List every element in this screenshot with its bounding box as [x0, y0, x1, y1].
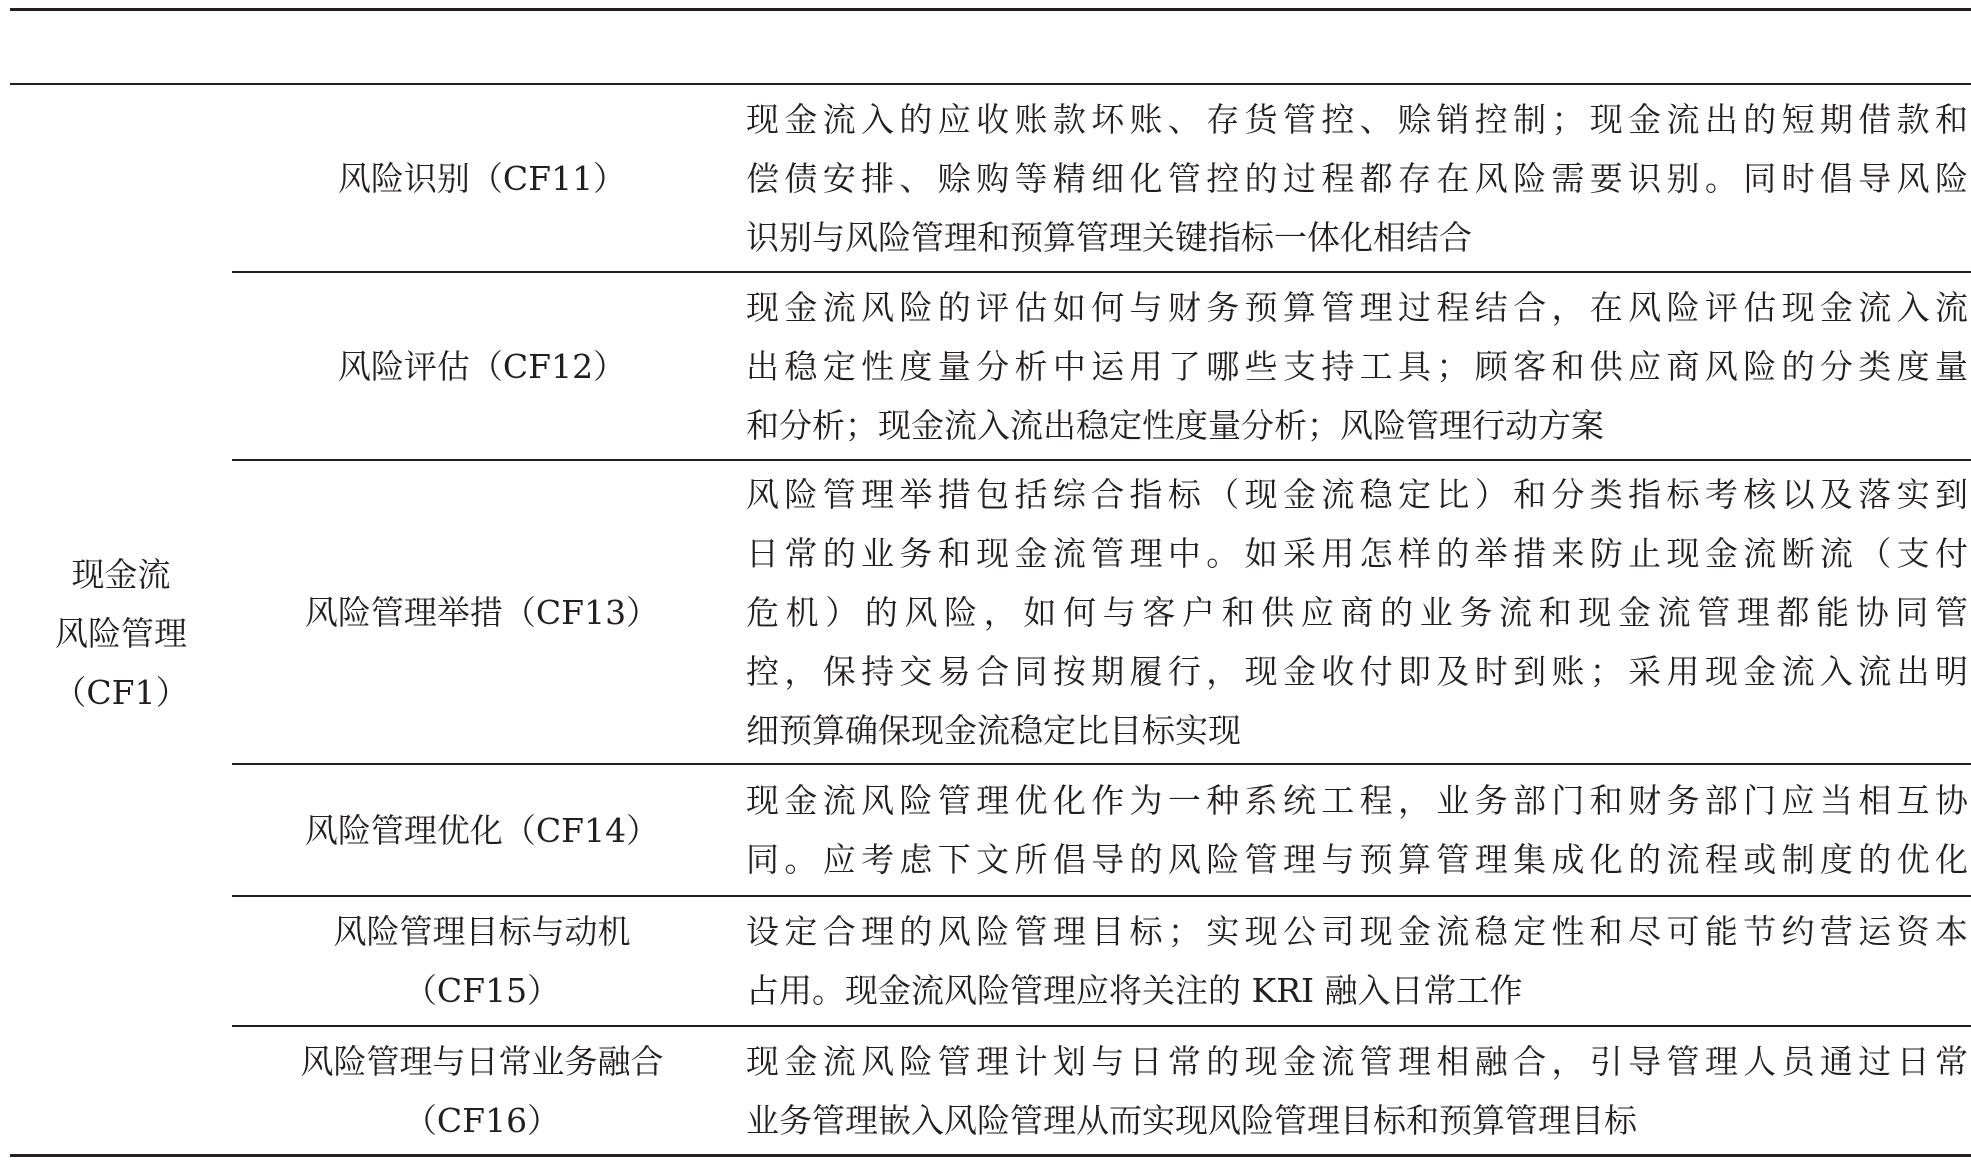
description-line: 现金流风险管理优化作为一种系统工程，业务部门和财务部门应当相互协: [746, 781, 1968, 820]
description-line: 识别与风险管理和预算管理关键指标一体化相结合: [746, 217, 1472, 257]
category-line: 现金流: [71, 555, 171, 594]
row-name: 风险管理举措（CF13）: [304, 592, 660, 632]
row-name: 风险管理目标与动机: [333, 912, 631, 951]
description-line: 控，保持交易合同按期履行，现金收付即及时到账；采用现金流入流出明: [746, 651, 1968, 691]
description-line: 和分析；现金流入流出稳定性度量分析；风险管理行动方案: [746, 405, 1604, 445]
description-line: 现金流风险管理计划与日常的现金流管理相融合，引导管理人员通过日常: [746, 1041, 1968, 1081]
category-line: 风险管理: [55, 614, 187, 653]
row-description: [746, 1027, 1968, 1154]
description-line: 日常的业务和现金流管理中。如采用怎样的举措来防止现金流断流（支付: [746, 533, 1968, 573]
table-top-rule: [10, 8, 1971, 11]
description-line: 出稳定性度量分析中运用了哪些支持工具；顾客和供应商风险的分类度量: [746, 346, 1968, 386]
row-description: [746, 461, 1968, 763]
description-line: 风险管理举措包括综合指标（现金流稳定比）和分类指标考核以及落实到: [746, 474, 1968, 514]
table-bottom-rule: [10, 1154, 1971, 1157]
category-label: [53, 517, 188, 722]
description-line: 细预算确保现金流稳定比目标实现: [746, 710, 1241, 750]
row-name-cell: [232, 1027, 732, 1154]
description-line: 设定合理的风险管理目标；实现公司现金流稳定性和尽可能节约营运资本: [746, 912, 1968, 951]
description-line: 现金流入的应收账款坏账、存货管控、赊销控制；现金流出的短期借款和: [746, 99, 1968, 139]
row-name-cell: [232, 273, 732, 459]
description-line: 占用。现金流风险管理应将关注的 KRI 融入日常工作: [746, 971, 1523, 1010]
row-name-cell: [232, 85, 732, 271]
row-description: [746, 273, 1968, 459]
description-line: 同。应考虑下文所倡导的风险管理与预算管理集成化的流程或制度的优化: [746, 840, 1968, 879]
row-name-cell: [232, 897, 732, 1025]
row-description: [746, 85, 1968, 271]
row-code: （CF15）: [403, 971, 561, 1010]
row-description: [746, 765, 1968, 895]
row-name: 风险管理优化（CF14）: [304, 810, 660, 850]
row-name: 风险评估（CF12）: [337, 346, 627, 386]
description-line: 偿债安排、赊购等精细化管控的过程都存在风险需要识别。同时倡导风险: [746, 158, 1968, 198]
description-line: 业务管理嵌入风险管理从而实现风险管理目标和预算管理目标: [746, 1100, 1637, 1140]
category-line: （CF1）: [53, 673, 189, 712]
row-description: [746, 897, 1968, 1025]
row-code: （CF16）: [403, 1100, 561, 1140]
row-name: 风险管理与日常业务融合: [300, 1041, 664, 1081]
row-name: 风险识别（CF11）: [337, 158, 627, 198]
row-name-cell: [232, 461, 732, 763]
category-cell: [10, 85, 232, 1154]
row-name-cell: [232, 765, 732, 895]
description-line: 危机）的风险，如何与客户和供应商的业务流和现金流管理都能协同管: [746, 592, 1968, 632]
description-line: 现金流风险的评估如何与财务预算管理过程结合，在风险评估现金流入流: [746, 287, 1968, 327]
